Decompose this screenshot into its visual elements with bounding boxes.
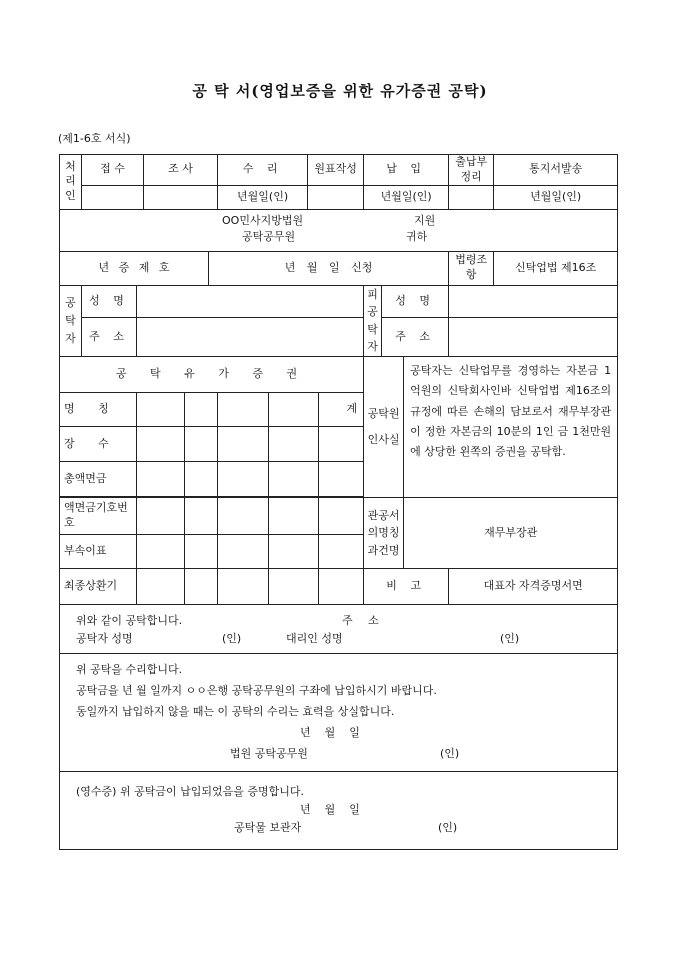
draft-cell xyxy=(308,185,364,209)
col-receipt: 접 수 xyxy=(82,155,144,186)
address-label: 주 소 xyxy=(342,614,385,628)
payment-instruction: 공탁금을 년 월 일까지 ㅇㅇ은행 공탁공무원의 구좌에 납입하시기 바랍니다. xyxy=(76,684,437,698)
receipt-cell xyxy=(82,185,144,209)
processing-label: 처리인 xyxy=(60,155,82,210)
law-value: 신탁업법 제16조 xyxy=(494,251,618,285)
court-official-line: 법원 공탁공무원 xyxy=(230,747,308,761)
acceptance-date-line: 년 월 일 xyxy=(300,726,360,740)
beneficiary-label: 피공탁자 xyxy=(364,285,382,356)
payment-date: 년월일(인) xyxy=(364,185,449,209)
col-draft: 원표작성 xyxy=(308,155,364,186)
honorific: 귀하 xyxy=(406,230,428,244)
redemption-label: 최종상환기 xyxy=(60,569,137,605)
statement-deposit xyxy=(60,605,618,654)
expiry-notice: 동일까지 납입하지 않을 때는 이 공탁의 수리는 효력을 상실합니다. xyxy=(76,705,395,719)
review-cell xyxy=(144,185,218,209)
face-code-label: 액면금기호번호 xyxy=(60,498,137,535)
case-year-label: 년 증 제 호 xyxy=(60,251,209,285)
statement-acceptance xyxy=(60,654,618,772)
face-total-label: 총액면금 xyxy=(60,462,137,497)
application-date-label: 년 월 일 신청 xyxy=(209,251,449,285)
col-notice: 통지서발송 xyxy=(494,155,618,186)
reason-label: 공탁원인사실 xyxy=(364,357,404,498)
coupon-label: 부속이표 xyxy=(60,535,137,569)
court-branch: 지원 xyxy=(414,214,436,228)
deposit-official: 공탁공무원 xyxy=(242,230,296,244)
agent-name-line: 대리인 성명 xyxy=(286,632,343,646)
document-title: 공 탁 서(영업보증을 위한 유가증권 공탁) xyxy=(192,82,488,100)
addressee-block xyxy=(60,209,618,251)
col-review: 조 사 xyxy=(144,155,218,186)
col-ledger: 출납부정리 xyxy=(449,155,494,186)
col-payment: 납 입 xyxy=(364,155,449,186)
depositor-label: 공탁자 xyxy=(60,285,82,356)
remarks-label: 비 고 xyxy=(364,569,449,605)
notice-date: 년월일(인) xyxy=(494,185,618,209)
securities-name-label: 명 칭 xyxy=(60,393,137,427)
custodian-line: 공탁물 보관자 xyxy=(234,821,302,835)
court-name: OO민사지방법원 xyxy=(222,214,304,228)
beneficiary-address-value[interactable] xyxy=(449,318,618,357)
remarks-value: 대표자 자격증명서면 xyxy=(449,569,618,605)
deposit-statement: 위와 같이 공탁합니다. xyxy=(76,614,183,628)
beneficiary-name-value[interactable] xyxy=(449,285,618,317)
col-acceptance: 수 리 xyxy=(218,155,308,186)
beneficiary-name-label: 성 명 xyxy=(382,285,449,317)
securities-header: 공 탁 유 가 증 권 xyxy=(60,357,364,393)
law-label: 법령조항 xyxy=(449,251,494,285)
reason-text: 공탁자는 신탁업무를 경영하는 자본금 1억원의 신탁회사인바 신탁업법 제16조의 규정에 따른 손해의 담보로서 재무부장관이 정한 자본금의 10분의 1인 금 1천만원에 상당한 왼쪽의 증권을 공탁함. xyxy=(404,357,618,498)
form-number: (제1-6호 서식) xyxy=(58,132,131,145)
depositor-address-label: 주 소 xyxy=(82,318,137,357)
securities-count-label: 장 수 xyxy=(60,427,137,462)
beneficiary-address-label: 주 소 xyxy=(382,318,449,357)
custodian-seal: (인) xyxy=(438,821,458,835)
office-value: 재무부장관 xyxy=(404,498,618,569)
depositor-name-line: 공탁자 성명 xyxy=(76,632,133,646)
receipt-line: (영수증) 위 공탁금이 납입되었음을 증명합니다. xyxy=(76,785,304,799)
depositor-seal: (인) xyxy=(222,632,242,646)
agent-seal: (인) xyxy=(500,632,520,646)
acceptance-line: 위 공탁을 수리합니다. xyxy=(76,663,183,677)
office-label: 관공서의명칭과건명 xyxy=(364,498,404,569)
securities-total-label: 계 xyxy=(319,393,364,427)
receipt-date-line: 년 월 일 xyxy=(300,803,360,817)
depositor-name-value[interactable] xyxy=(137,285,364,317)
depositor-name-label: 성 명 xyxy=(82,285,137,317)
ledger-cell xyxy=(449,185,494,209)
depositor-address-value[interactable] xyxy=(137,318,364,357)
official-seal: (인) xyxy=(440,747,460,761)
deposit-form-table xyxy=(59,154,618,850)
acceptance-date: 년월일(인) xyxy=(218,185,308,209)
statement-receipt xyxy=(60,772,618,850)
